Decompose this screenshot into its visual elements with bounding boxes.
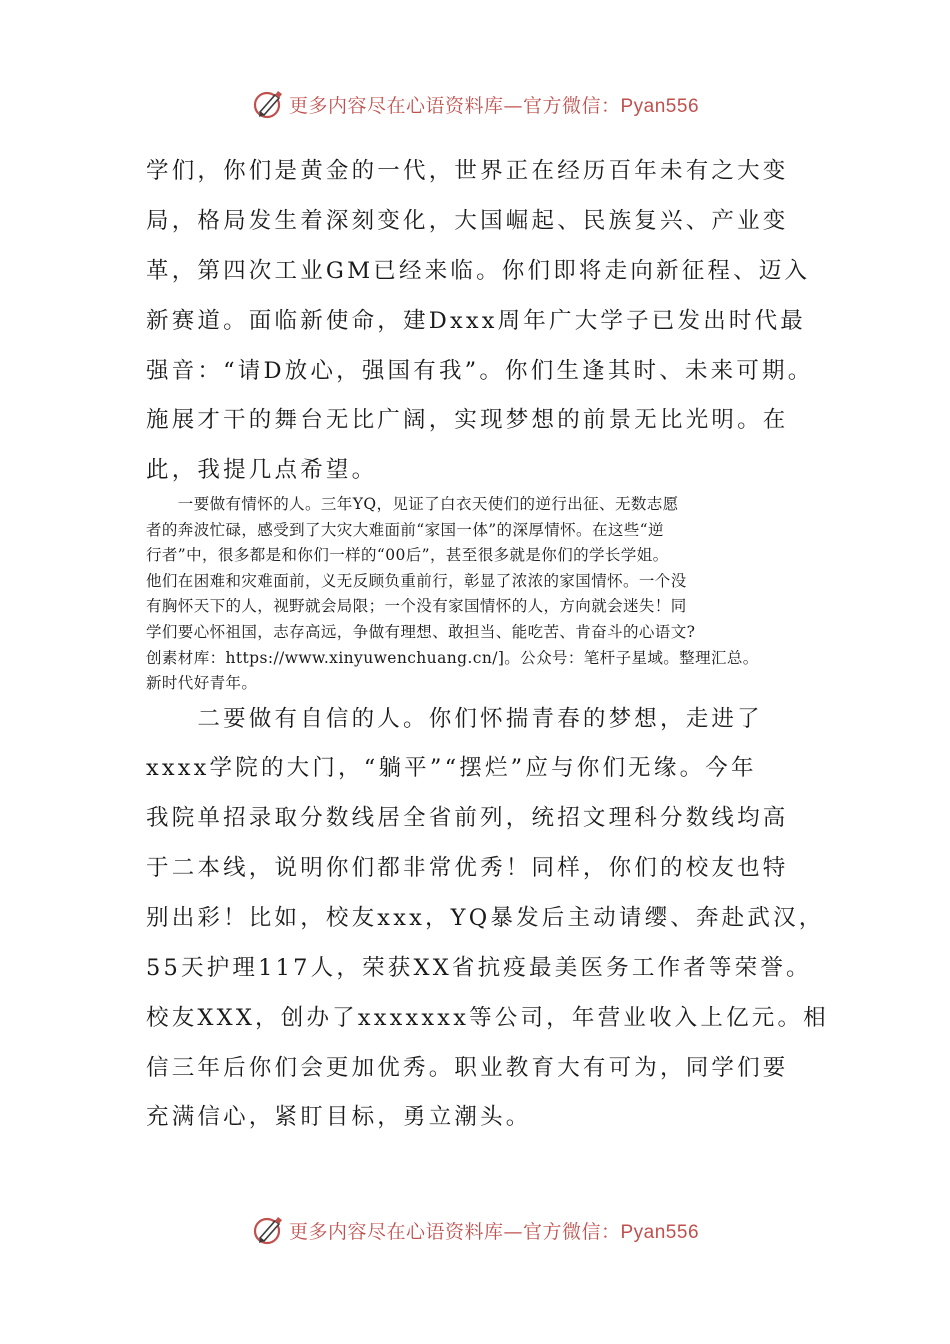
banner-text: 更多内容尽在心语资料库—官方微信：Pyan556	[288, 94, 700, 117]
body-line: 55天护理117人，荣获XX省抗疫最美医务工作者等荣誉。	[146, 955, 812, 981]
body-line: xxxx学院的大门，“躺平”“摆烂”应与你们无缘。今年	[146, 755, 757, 781]
body-line: 别出彩！比如，校友xxx，YQ暴发后主动请缨、奔赴武汉，	[146, 905, 825, 931]
body-line: 局，格局发生着深刻变化，大国崛起、民族复兴、产业变	[146, 208, 789, 234]
body-line: 学们，你们是黄金的一代，世界正在经历百年未有之大变	[146, 158, 789, 184]
body-line: 革，第四次工业GM已经来临。你们即将走向新征程、迈入	[146, 258, 811, 284]
body-line: 此，我提几点希望。	[146, 457, 378, 483]
small-line: 他们在困难和灾难面前，义无反顾负重前行，彰显了浓浓的家国情怀。一个没	[146, 571, 687, 590]
body-line: 校友XXX，创办了xxxxxxx等公司，年营业收入上亿元。相	[146, 1005, 829, 1031]
small-line: 学们要心怀祖国，志存高远，争做有理想、敢担当、能吃苦、肯奋斗的心语文?	[146, 622, 696, 641]
small-line: 创素材库：https://www.xinyuwenchuang.cn/]。公众号：笔杆子星域。整理汇总。	[146, 648, 759, 667]
wechat-id: Pyan556	[620, 1221, 700, 1243]
small-paragraph	[146, 492, 826, 697]
body-line: 于二本线，说明你们都非常优秀！同样，你们的校友也特	[146, 855, 789, 881]
small-line: 有胸怀天下的人，视野就会局限；一个没有家国情怀的人，方向就会迷失！同	[146, 597, 687, 616]
body-line: 施展才干的舞台无比广阔，实现梦想的前景无比光明。在	[146, 407, 789, 433]
banner-text: 更多内容尽在心语资料库—官方微信：Pyan556	[288, 1220, 700, 1243]
header-banner	[0, 84, 950, 124]
pen-logo-icon	[251, 87, 285, 121]
body-line: 新赛道。面临新使命，建Dxxx周年广大学子已发出时代最	[146, 308, 807, 334]
small-line: 者的奔波忙碌，感受到了大灾大难面前“家国一体”的深厚情怀。在这些“逆	[146, 520, 664, 539]
small-line: 行者”中，很多都是和你们一样的“00后”，甚至很多就是你们的学长学姐。	[146, 546, 669, 565]
small-line: 新时代好青年。	[146, 674, 258, 693]
body-line: 强音：“请D放心，强国有我”。你们生逢其时、未来可期。	[146, 358, 814, 384]
body-line: 充满信心，紧盯目标，勇立潮头。	[146, 1104, 532, 1130]
footer-banner	[0, 1210, 950, 1250]
small-line: 一要做有情怀的人。三年YQ，见证了白衣天使们的逆行出征、无数志愿	[146, 495, 679, 513]
body-line: 二要做有自信的人。你们怀揣青春的梦想，走进了	[146, 706, 763, 732]
body-line: 我院单招录取分数线居全省前列，统招文理科分数线均高	[146, 805, 789, 831]
body-line: 信三年后你们会更加优秀。职业教育大有可为，同学们要	[146, 1055, 789, 1081]
pen-logo-icon	[251, 1213, 285, 1247]
wechat-id: Pyan556	[620, 95, 700, 117]
